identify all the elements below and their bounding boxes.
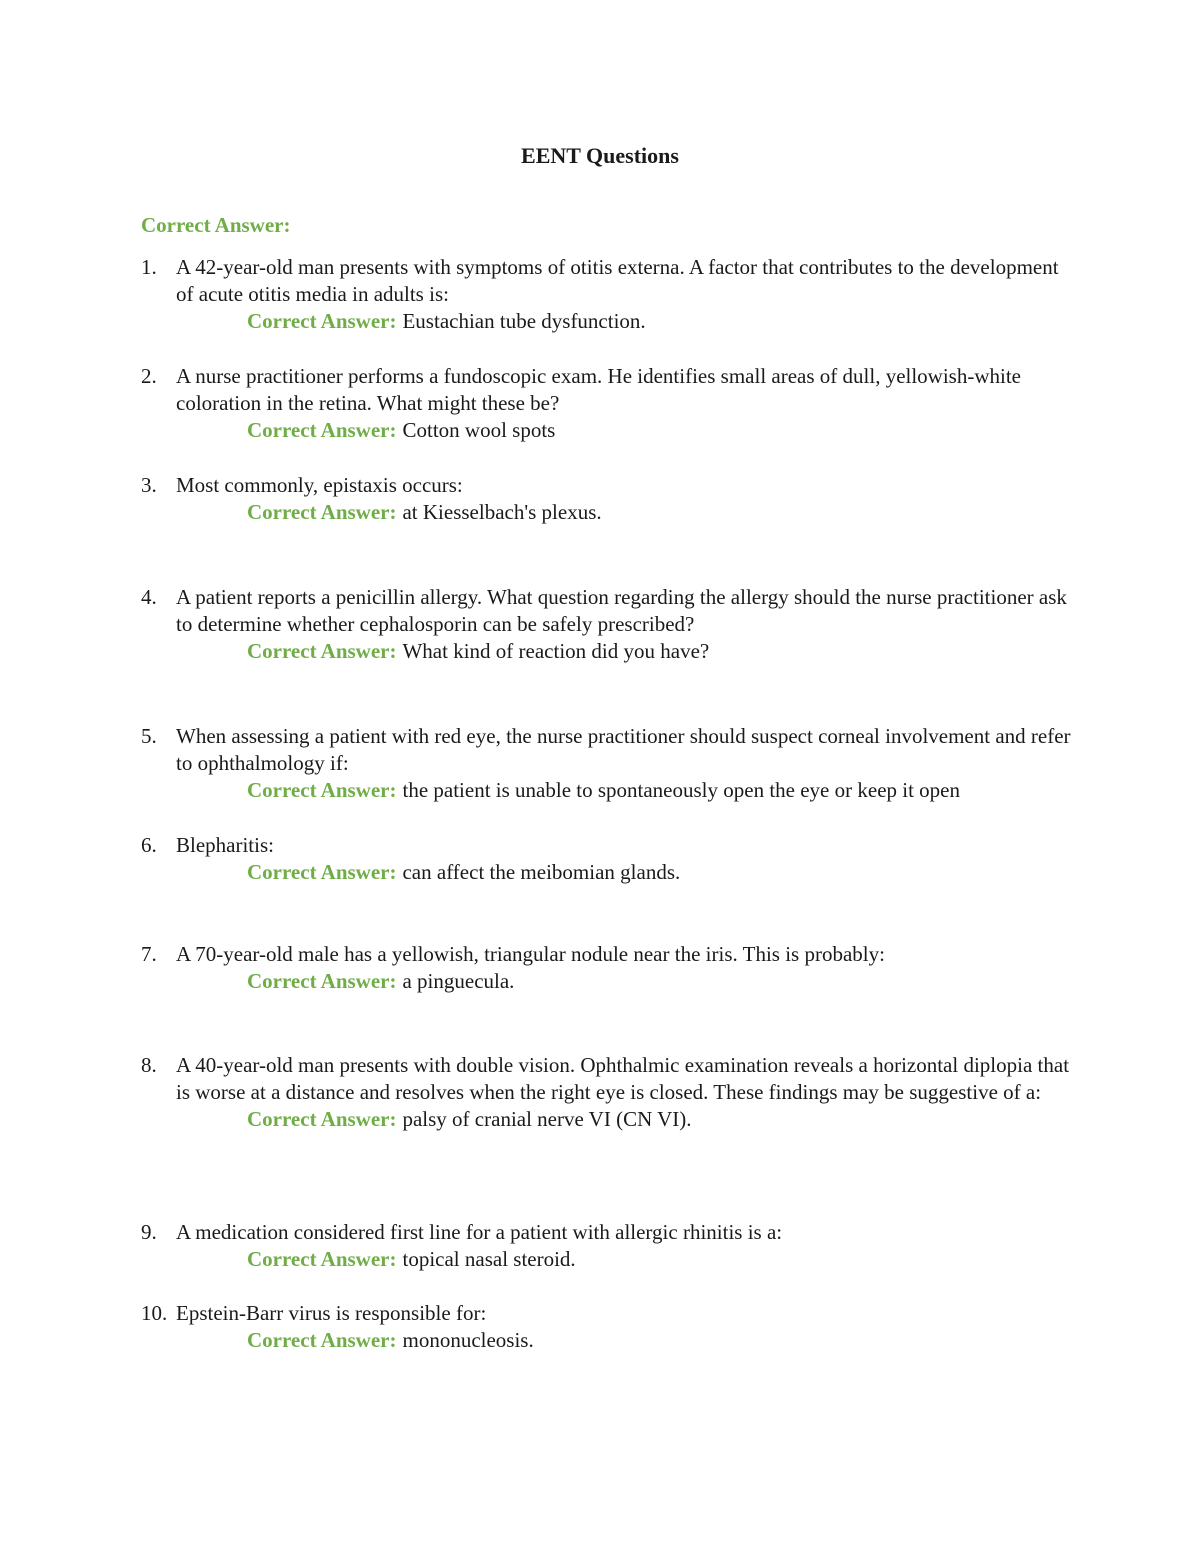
question-number: 9. bbox=[141, 1220, 157, 1244]
question-text: When assessing a patient with red eye, the nurse practitioner should suspect corneal involvement and refer to ophthalmology if: bbox=[176, 724, 1071, 775]
question-number: 2. bbox=[141, 364, 157, 388]
answer-label: Correct Answer: bbox=[247, 418, 397, 442]
question-item bbox=[141, 584, 1071, 665]
question-item bbox=[141, 363, 1071, 444]
answer-line bbox=[141, 1106, 1071, 1133]
answer-label: Correct Answer: bbox=[247, 1107, 397, 1131]
question-number: 7. bbox=[141, 942, 157, 966]
answer-line bbox=[141, 968, 1071, 995]
question-item bbox=[141, 254, 1071, 335]
answer-label: Correct Answer: bbox=[247, 969, 397, 993]
answer-text: palsy of cranial nerve VI (CN VI). bbox=[402, 1107, 692, 1131]
answer-line bbox=[141, 499, 1071, 526]
question-text: A 70-year-old male has a yellowish, triangular nodule near the iris. This is probably: bbox=[176, 942, 885, 966]
question-item bbox=[141, 1052, 1071, 1133]
answer-line bbox=[141, 417, 1071, 444]
question-number: 6. bbox=[141, 833, 157, 857]
answer-text: mononucleosis. bbox=[402, 1328, 534, 1352]
page-title: EENT Questions bbox=[521, 143, 679, 168]
question-item bbox=[141, 1300, 1071, 1354]
answer-line bbox=[141, 859, 1071, 886]
question-number: 8. bbox=[141, 1053, 157, 1077]
answer-line bbox=[141, 638, 1071, 665]
question-text: Most commonly, epistaxis occurs: bbox=[176, 473, 463, 497]
answer-text: at Kiesselbach's plexus. bbox=[402, 500, 602, 524]
answer-line bbox=[141, 777, 1071, 804]
question-number: 10. bbox=[141, 1301, 168, 1325]
answer-label: Correct Answer: bbox=[247, 309, 397, 333]
answer-line bbox=[141, 308, 1071, 335]
answer-label: Correct Answer: bbox=[247, 639, 397, 663]
answer-text: topical nasal steroid. bbox=[402, 1247, 576, 1271]
question-item bbox=[141, 472, 1071, 526]
answer-line bbox=[141, 1246, 1071, 1273]
question-number: 1. bbox=[141, 255, 157, 279]
question-text: A 40-year-old man presents with double vision. Ophthalmic examination reveals a horizontal diplopia that is worse at a distance and resolves when the right eye is closed. These findings may be suggestive of a: bbox=[176, 1053, 1070, 1104]
question-item bbox=[141, 941, 1071, 995]
answer-text: Cotton wool spots bbox=[402, 418, 556, 442]
answer-text: the patient is unable to spontaneously open the eye or keep it open bbox=[402, 778, 960, 802]
question-text: A nurse practitioner performs a fundoscopic exam. He identifies small areas of dull, yellowish-white coloration in the retina. What might these be? bbox=[176, 364, 1022, 415]
question-number: 5. bbox=[141, 724, 157, 748]
answer-label: Correct Answer: bbox=[247, 1328, 397, 1352]
question-text: Blepharitis: bbox=[176, 833, 274, 857]
question-number: 3. bbox=[141, 473, 157, 497]
question-text: A medication considered first line for a patient with allergic rhinitis is a: bbox=[176, 1220, 783, 1244]
question-item bbox=[141, 832, 1071, 886]
header-answer-label: Correct Answer: bbox=[141, 213, 291, 237]
answer-line bbox=[141, 1327, 1071, 1354]
question-text: Epstein-Barr virus is responsible for: bbox=[176, 1301, 487, 1325]
question-text: A 42-year-old man presents with symptoms of otitis externa. A factor that contributes to the development of acute otitis media in adults is: bbox=[176, 255, 1059, 306]
answer-label: Correct Answer: bbox=[247, 778, 397, 802]
answer-text: What kind of reaction did you have? bbox=[402, 639, 710, 663]
question-number: 4. bbox=[141, 585, 157, 609]
answer-text: Eustachian tube dysfunction. bbox=[402, 309, 646, 333]
answer-label: Correct Answer: bbox=[247, 1247, 397, 1271]
answer-label: Correct Answer: bbox=[247, 860, 397, 884]
answer-label: Correct Answer: bbox=[247, 500, 397, 524]
answer-text: can affect the meibomian glands. bbox=[402, 860, 681, 884]
question-item bbox=[141, 723, 1071, 804]
question-item bbox=[141, 1219, 1071, 1273]
answer-text: a pinguecula. bbox=[402, 969, 515, 993]
question-text: A patient reports a penicillin allergy. What question regarding the allergy should the nurse practitioner ask to determine whether cephalosporin can be safely prescribed? bbox=[176, 585, 1067, 636]
